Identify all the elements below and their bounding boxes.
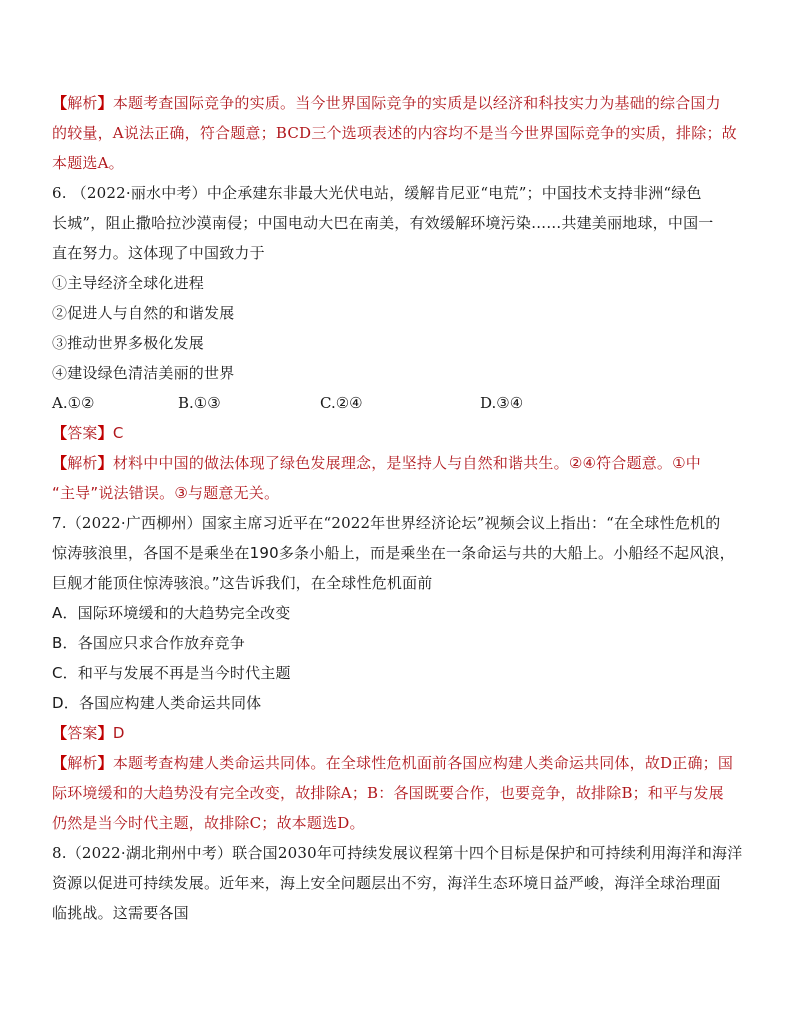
answer-value: D [112,724,125,742]
answer-line [52,418,752,448]
option-a: A.①② [52,394,95,412]
analysis-line [52,448,752,478]
option-d: D.③④ [480,394,524,412]
analysis-tag: 【解析】 [52,754,113,772]
answer-tag: 【答案】 [52,424,113,442]
question-stem-line: 长城”，阻止撒哈拉沙漠南侵；中国电动大巴在南美，有效缓解环境污染……共建美丽地球，中国一 [52,214,714,232]
options-row [52,388,752,418]
answer-tag: 【答案】 [52,724,113,742]
statement-2: ②促进人与自然的和谐发展 [52,304,235,322]
analysis-text-line: 本题考查构建人类命运共同体。在全球性危机面前各国应构建人类命运共同体，故D正确；国 [112,754,734,772]
question-stem-line: 8.（2022·湖北荆州中考）联合国2030年可持续发展议程第十四个目标是保护和可持续利用海洋和海洋 [52,844,743,862]
question-stem-line: 6. （2022·丽水中考）中企承建东非最大光伏电站，缓解肯尼亚“电荒”；中国技术支持非洲“绿色 [52,184,702,202]
analysis-text-line: 仍然是当今时代主题，故排除C；故本题选D。 [52,814,365,832]
question-stem-line: 资源以促进可持续发展。近年来，海上安全问题层出不穷，海洋生态环境日益严峻，海洋全球治理面 [52,874,721,892]
question-stem-line: 巨舰才能顶住惊涛骇浪。”这告诉我们，在全球性危机面前 [52,574,433,592]
answer-value: C [112,424,124,442]
answer-line [52,718,752,748]
statement-1: ①主导经济全球化进程 [52,274,205,292]
statement-4: ④建设绿色清洁美丽的世界 [52,364,235,382]
option-a: A．国际环境缓和的大趋势完全改变 [52,604,291,622]
question-8 [52,838,752,928]
question-stem-line: 7.（2022·广西柳州）国家主席习近平在“2022年世界经济论坛”视频会议上指出：“在全球性危机的 [52,514,721,532]
statement-3: ③推动世界多极化发展 [52,334,205,352]
option-b: B．各国应只求合作放弃竞争 [52,634,245,652]
analysis-text-line: 的较量，A说法正确，符合题意；BCD三个选项表述的内容均不是当今世界国际竞争的实质，排除；故 [52,124,737,142]
analysis-tag: 【解析】 [52,454,113,472]
analysis-text-line: “主导”说法错误。③与题意无关。 [52,484,280,502]
document-page [52,88,752,928]
analysis-tag: 【解析】 [52,94,113,112]
analysis-text-line: 本题考查国际竞争的实质。当今世界国际竞争的实质是以经济和科技实力为基础的综合国力 [112,94,721,112]
question-stem-line: 临挑战。这需要各国 [52,904,189,922]
analysis-text-line: 材料中中国的做法体现了绿色发展理念，是坚持人与自然和谐共生。②④符合题意。①中 [112,454,701,472]
analysis-line [52,748,752,778]
option-d: D．各国应构建人类命运共同体 [52,694,262,712]
question-6 [52,178,752,508]
option-c: C．和平与发展不再是当今时代主题 [52,664,291,682]
analysis-text-line: 际环境缓和的大趋势没有完全改变，故排除A；B：各国既要合作，也要竞争，故排除B；和平与发展 [52,784,724,802]
question-7 [52,508,752,838]
option-c: C.②④ [320,394,363,412]
question-stem-line: 惊涛骇浪里，各国不是乘坐在190多条小船上，而是乘坐在一条命运与共的大船上。小船经不起风浪， [52,544,735,562]
option-b: B.①③ [178,394,221,412]
analysis-text-line: 本题选A。 [52,154,124,172]
question-stem-line: 直在努力。这体现了中国致力于 [52,244,265,262]
q5-analysis [52,88,752,178]
